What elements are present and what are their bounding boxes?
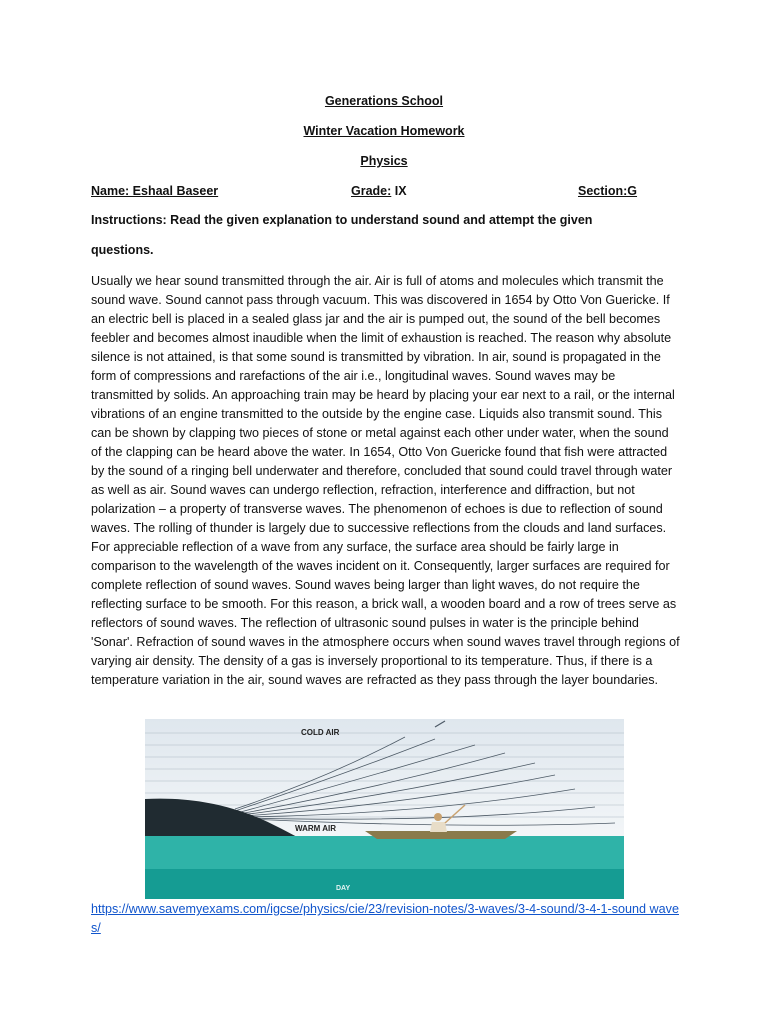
student-name: Name: Eshaal Baseer xyxy=(91,184,219,198)
deep-water xyxy=(145,869,624,899)
subject-title: Physics xyxy=(360,154,408,168)
grade-field xyxy=(351,184,407,198)
explanation-paragraph: Usually we hear sound transmitted through the air. Air is full of atoms and molecules which transmit the sound wave. Sound cannot pass through vacuum. This was discovered in 1654 by Otto Von Guericke. If an electric bell is placed in a sealed glass jar and the air is pumped out, the sound of the bell becomes feebler and becomes almost inaudible when the limit of exhaustion is reached. The reason why absolute silence is not attained, is that some sound is transmitted by vibration. In air, sound is propagated in the form of compressions and rarefactions of the air i.e., longitudinal waves. Sound waves may be transmitted by solids. An approaching train may be heard by placing your ear next to a rail, or the internal vibrations of an engine transmitted to the outside by the engine case. Liquids also transmit sound. This can be shown by clapping two pieces of stone or metal against each other under water, when the sound of the clapping can be heard above the water. In 1654, Otto Von Guericke found that fish were attracted by the sound of a ringing bell underwater and therefore, concluded that sound could travel through water as well as air. Sound waves can undergo reflection, refraction, interference and diffraction, but not polarization – a property of transverse waves. The phenomenon of echoes is due to reflection of sound waves. The rolling of thunder is largely due to successive reflections from the clouds and land surfaces. For appreciable reflection of a wave from any surface, the surface area should be fairly large in comparison to the wavelength of the waves incident on it. Consequently, larger surfaces are required for complete reflection of sound waves. Sound waves being larger than light waves, do not require the reflecting surface to be smooth. For this reason, a brick wall, a wooden board and a row of trees serve as reflectors of sound waves. The reflection of ultrasonic sound pulses in water is the principle behind 'Sonar'. Refraction of sound waves in the atmosphere occurs when sound waves travel through regions of varying air density. The density of a gas is inversely proportional to its temperature. Thus, if there is a temperature variation in the air, sound waves are refracted as they pass through the layer boundaries. xyxy=(91,274,680,687)
student-info-row xyxy=(91,184,651,202)
person-head xyxy=(434,813,442,821)
sound-refraction-diagram xyxy=(145,719,624,899)
grade-value: IX xyxy=(391,184,407,198)
instructions-line-1: Instructions: Read the given explanation to understand sound and attempt the given xyxy=(91,213,593,227)
person-body xyxy=(430,822,447,832)
warm-air-label: WARM AIR xyxy=(295,824,337,833)
instructions-line-2: questions. xyxy=(91,243,154,257)
school-title: Generations School xyxy=(324,94,444,108)
homework-title: Winter Vacation Homework xyxy=(303,124,465,138)
section-label: Section:G xyxy=(578,184,638,198)
source-link[interactable]: https://www.savemyexams.com/igcse/physics/cie/23/revision-notes/3-waves/3-4-sound/3-4-1-sound waves/ xyxy=(91,902,679,935)
day-label: DAY xyxy=(336,885,351,892)
canoe xyxy=(365,831,517,839)
cold-air-label: COLD AIR xyxy=(301,728,340,737)
grade-label: Grade: xyxy=(351,184,392,198)
